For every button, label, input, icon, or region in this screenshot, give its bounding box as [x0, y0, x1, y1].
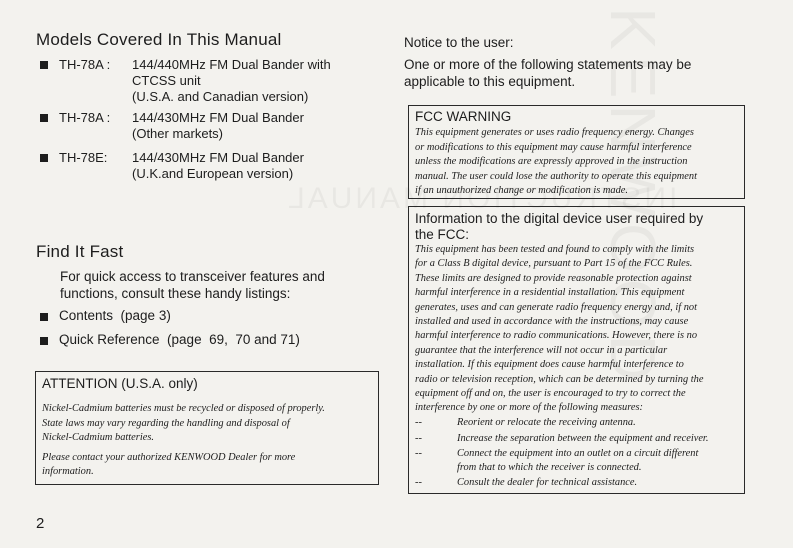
digital-line: These limits are designed to provide reasonable protection against [415, 272, 692, 284]
attention-line: Nickel-Cadmium batteries must be recycled or disposed of properly. [42, 403, 325, 414]
page-number: 2 [36, 515, 45, 532]
dash-marker: -- [415, 433, 422, 444]
bullet-icon [40, 313, 48, 321]
bullet-icon [40, 337, 48, 345]
fcc-line: manual. The user could lose the authority to operate this equipment [415, 170, 697, 182]
measure-text: from that to which the receiver is connected. [457, 462, 642, 473]
fcc-line: This equipment generates or uses radio frequency energy. Changes [415, 127, 694, 138]
measure-text: Connect the equipment into an outlet on a circuit different [457, 448, 699, 459]
model-desc-line: 144/430MHz FM Dual Bander [132, 110, 304, 125]
model-label: TH-78A : [59, 57, 111, 72]
digital-line: generates, uses and can generate radio frequency energy and, if not [415, 301, 698, 313]
digital-line: equipment off and on, the user is encouraged to try to correct the [415, 388, 686, 400]
digital-line: interference by one or more of the following measures: [415, 402, 643, 414]
bullet-icon [40, 154, 48, 162]
digital-line: guarantee that the interference will not occur in a particular [415, 344, 668, 356]
digital-line: This equipment has been tested and found to comply with the limits [415, 244, 695, 255]
attention-contact-line: Please contact your authorized KENWOOD Dealer for more [42, 451, 296, 463]
attention-line: Nickel-Cadmium batteries. [42, 432, 154, 444]
digital-line: harmful interference in a residential installation. This equipment [415, 287, 685, 299]
measure-text: Increase the separation between the equipment and receiver. [457, 433, 709, 444]
intro-line: For quick access to transceiver features and [60, 269, 325, 284]
measure-text: Reorient or relocate the receiving antenna. [457, 417, 636, 428]
digital-line: radio or television reception, which can be determined by turning the [415, 373, 704, 385]
digital-line: installation. If this equipment does cause harmful interference to [415, 359, 684, 371]
notice-line: One or more of the following statements may be [404, 57, 692, 72]
notice-heading: Notice to the user: [404, 35, 514, 50]
model-desc-line: (Other markets) [132, 126, 224, 141]
model-desc-line: 144/440MHz FM Dual Bander with [132, 57, 331, 72]
digital-title-line: Information to the digital device user required by [415, 211, 704, 226]
fcc-line: or modifications to this equipment may cause harmful interference [415, 141, 692, 153]
attention-line: State laws may vary regarding the handling and disposal of [42, 417, 290, 429]
fcc-line: unless the modifications are expressly approved in the instruction [415, 156, 688, 168]
model-desc-line: 144/430MHz FM Dual Bander [132, 150, 304, 165]
dash-marker: -- [415, 417, 422, 428]
model-label: TH-78E: [59, 150, 108, 165]
fcc-warning-title: FCC WARNING [415, 109, 512, 124]
dash-marker: -- [415, 477, 422, 488]
list-item-label: Quick Reference (page 69, 70 and 71) [59, 332, 300, 347]
dash-marker: -- [415, 448, 422, 459]
measure-text: Consult the dealer for technical assistance. [457, 477, 638, 488]
fcc-warning-box [408, 105, 745, 199]
notice-line: applicable to this equipment. [404, 74, 576, 89]
bullet-icon [40, 114, 48, 122]
attention-box [35, 371, 379, 485]
digital-title-line: the FCC: [415, 227, 470, 242]
notice-text [404, 56, 691, 90]
digital-device-box [408, 206, 745, 494]
digital-line: installed and used in accordance with the instructions, may cause [415, 316, 689, 328]
fcc-line: if an unauthorized change or modification is made. [415, 185, 628, 197]
find-fast-title: Find It Fast [36, 242, 124, 261]
digital-line: for a Class B digital device, pursuant to Part 15 of the FCC Rules. [415, 258, 693, 270]
model-desc-line: (U.S.A. and Canadian version) [132, 89, 309, 104]
model-desc-line: (U.K.and European version) [132, 166, 294, 181]
digital-line: harmful interference to radio communications. However, there is no [415, 330, 698, 342]
attention-title: ATTENTION (U.S.A. only) [42, 376, 198, 391]
find-fast-intro [60, 268, 325, 302]
model-desc-line: CTCSS unit [132, 73, 201, 88]
list-item-label: Contents (page 3) [59, 308, 171, 323]
model-label: TH-78A : [59, 110, 111, 125]
attention-contact-line: information. [42, 466, 94, 478]
models-title: Models Covered In This Manual [36, 30, 282, 49]
bullet-icon [40, 61, 48, 69]
intro-line: functions, consult these handy listings: [60, 286, 291, 301]
